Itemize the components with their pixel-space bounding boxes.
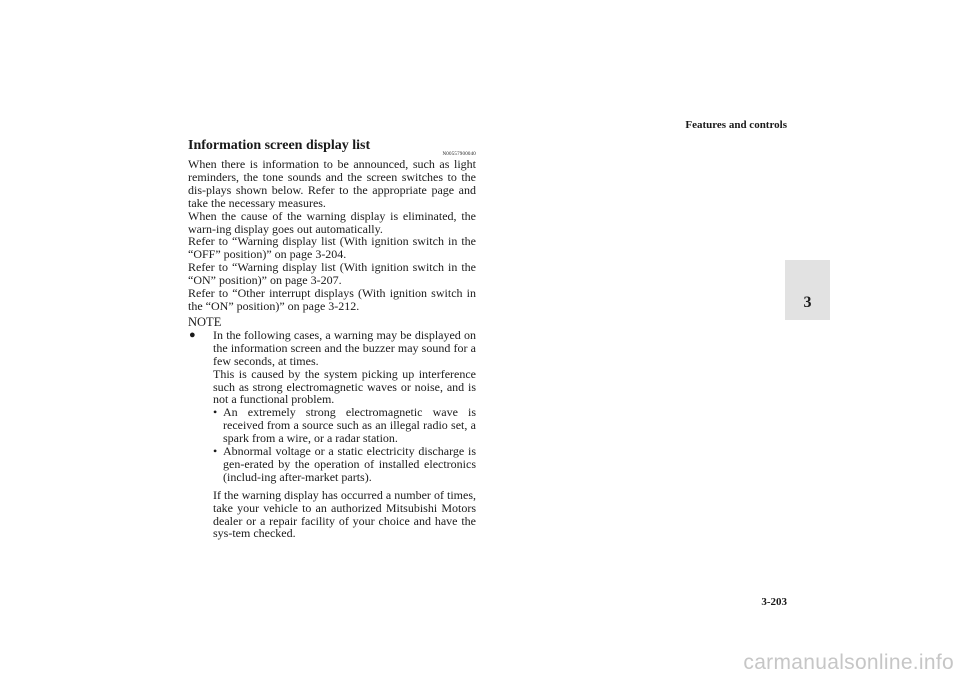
sub-bullet-item xyxy=(213,445,476,484)
section-tab-number: 3 xyxy=(803,294,812,311)
note-closing-paragraph: If the warning display has occurred a number of times, take your vehicle to an authorized Mitsubishi Motors dealer or a repair facility of your choice and have the sys-tem checked. xyxy=(213,487,476,541)
running-header: Features and controls xyxy=(685,119,787,131)
note-bullet-body xyxy=(213,329,476,541)
bullet-circle-icon: ● xyxy=(189,328,196,341)
page-number: 3-203 xyxy=(761,596,787,608)
heading-row xyxy=(188,137,476,155)
main-content xyxy=(188,137,476,540)
note-label: NOTE xyxy=(188,314,222,329)
sub-bullet-marker: • xyxy=(213,405,218,420)
warning-clear-paragraph: When the cause of the warning display is eliminated, the warn-ing display goes out automatically. xyxy=(188,208,476,236)
note-bullet-text: In the following cases, a warning may be displayed on the information screen and the buzzer may sound for a few seconds, at times. xyxy=(213,327,476,368)
sub-bullet-text: An extremely strong electromagnetic wave is received from a source such as an illegal radio set, a spark from a wire, or a radar station. xyxy=(223,405,476,446)
heading-reference-code: N00557900040 xyxy=(442,152,476,157)
sub-bullet-item xyxy=(213,406,476,445)
reference-on-position: Refer to “Warning display list (With ignition switch in the “ON” position)” on page 3-207. xyxy=(188,260,476,288)
note-bullet-text-2: This is caused by the system picking up interference such as strong electromagnetic waves or noise, and is not a functional problem. xyxy=(213,366,476,407)
note-bullet xyxy=(188,329,476,541)
reference-interrupt-displays: Refer to “Other interrupt displays (With ignition switch in the “ON” position)” on page 3-212. xyxy=(188,286,476,313)
watermark: carmanualsonline.info xyxy=(743,651,954,674)
section-tab xyxy=(785,260,830,320)
reference-off-position: Refer to “Warning display list (With ignition switch in the “OFF” position)” on page 3-204. xyxy=(188,234,476,262)
intro-paragraph: When there is information to be announced, such as light reminders, the tone sounds and the screen switches to the dis-plays shown below. Refer to the appropriate page and take the necessary measures. xyxy=(188,157,476,210)
section-heading: Information screen display list xyxy=(188,138,371,153)
sub-bullet-text: Abnormal voltage or a static electricity discharge is gen-erated by the operation of installed electronics (includ-ing after-market parts). xyxy=(223,444,476,484)
sub-bullet-marker: • xyxy=(213,444,218,459)
